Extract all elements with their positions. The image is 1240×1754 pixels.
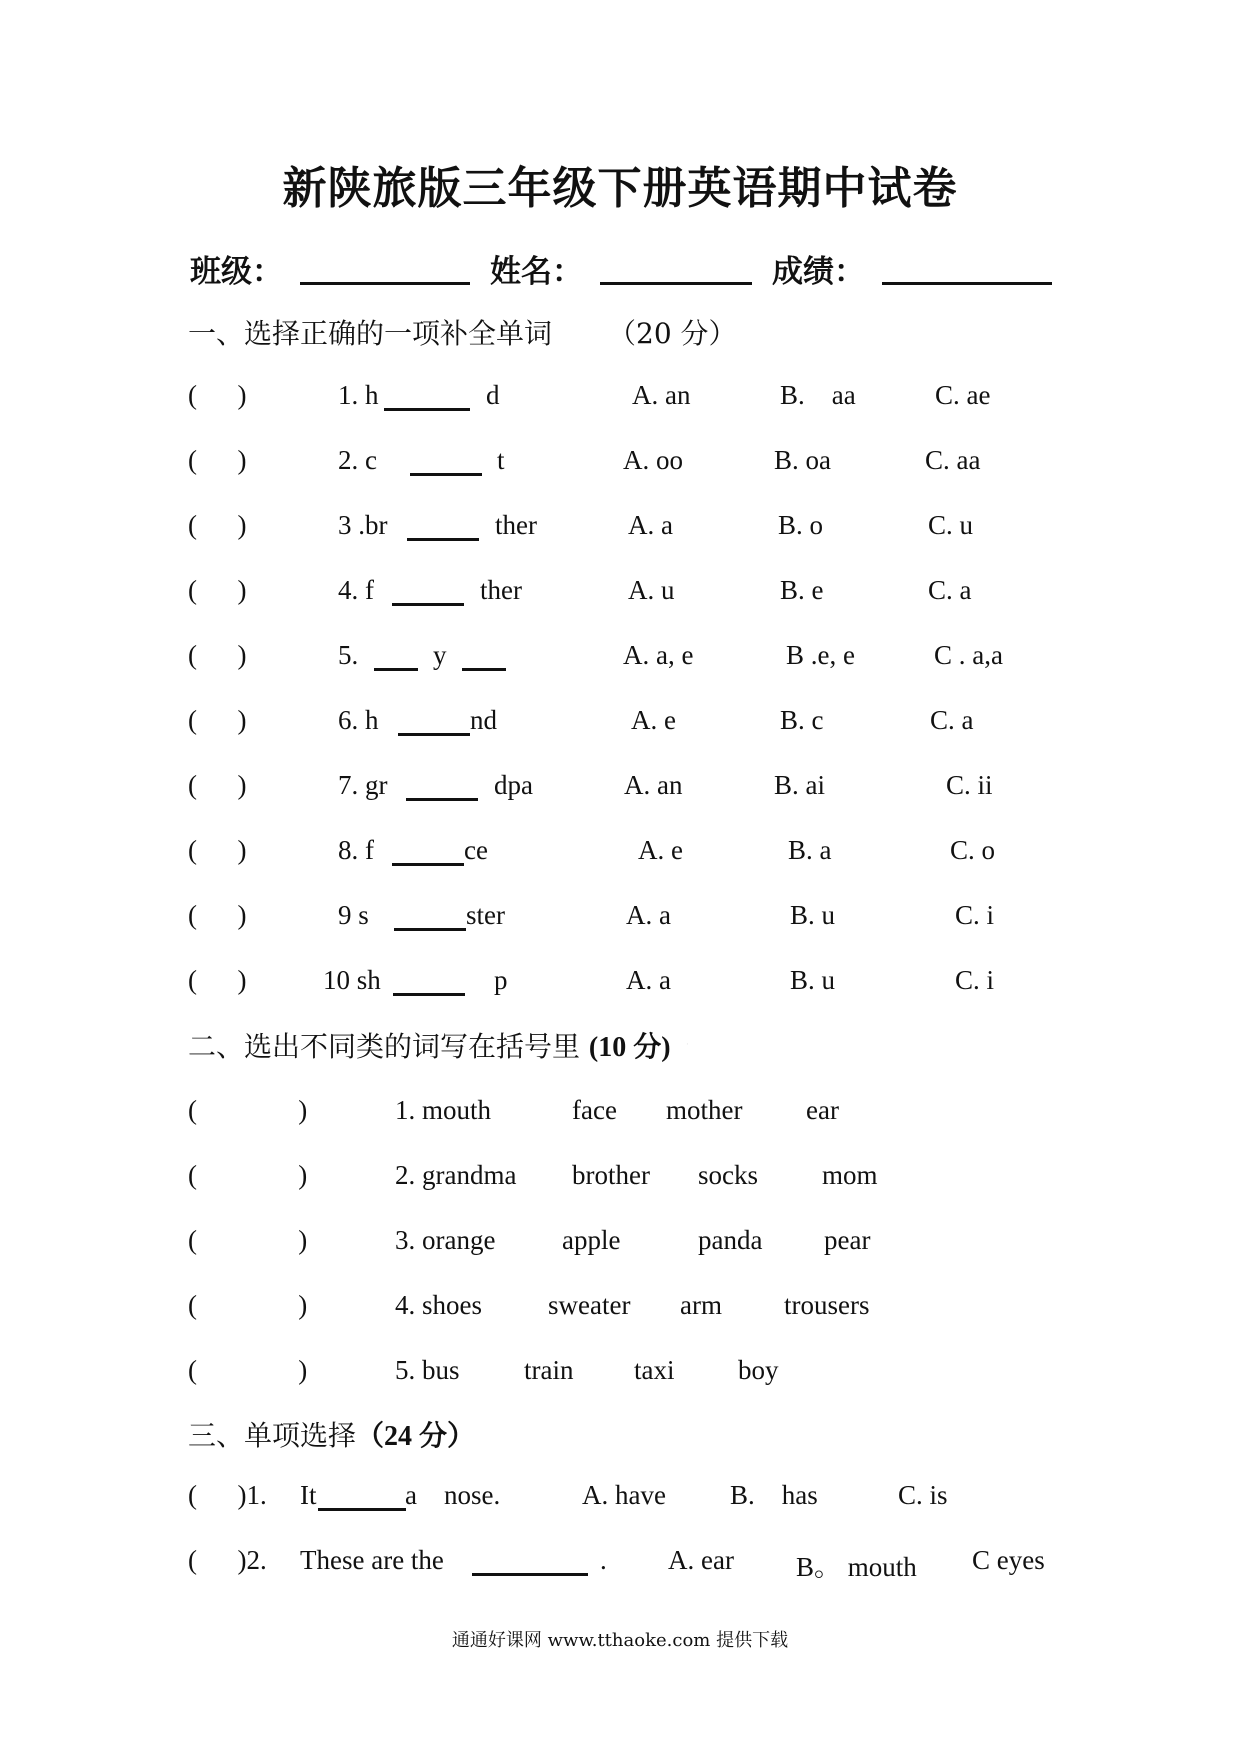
answer-blank[interactable]	[398, 711, 470, 736]
footer-text: 通通好课网 www.tthaoke.com 提供下载	[451, 1630, 789, 1651]
question-number: 7. gr	[338, 770, 388, 800]
section2-title: 二、选出不同类的词写在括号里	[188, 1030, 581, 1063]
answer-blank[interactable]	[374, 646, 418, 671]
word-part: t	[497, 445, 505, 475]
section3-points: （24 分）	[356, 1421, 476, 1452]
question-number: 10 sh	[323, 965, 381, 995]
name-blank	[600, 250, 752, 285]
score-label: 成绩：	[772, 254, 865, 290]
answer-bracket[interactable]: ( )	[188, 1290, 308, 1320]
question-number: 2. c	[338, 445, 377, 475]
option-b[interactable]: B. ai	[774, 770, 825, 800]
answer-bracket[interactable]: ( )	[188, 510, 247, 540]
word-option: pear	[824, 1225, 871, 1255]
option-c[interactable]: C. aa	[925, 445, 981, 475]
class-label: 班级：	[190, 254, 283, 290]
word-part: d	[486, 380, 500, 410]
class-blank	[300, 250, 470, 285]
option-b[interactable]: B .e, e	[786, 640, 855, 670]
option-c[interactable]: C. i	[955, 965, 995, 995]
option-b[interactable]: B. e	[780, 575, 824, 605]
name-label: 姓名：	[490, 254, 583, 290]
word-part: ster	[466, 900, 505, 930]
answer-blank[interactable]	[392, 581, 464, 606]
question-number: 6. h	[338, 705, 379, 735]
section1-points: （20 分）	[608, 317, 737, 350]
word-option: 2. grandma	[395, 1160, 517, 1190]
option-b[interactable]: B. oa	[774, 445, 831, 475]
section2-heading	[188, 1025, 671, 1065]
answer-bracket[interactable]: ( )	[188, 900, 247, 930]
answer-bracket[interactable]: ( )	[188, 835, 247, 865]
question-text: a nose.	[405, 1480, 501, 1510]
question-number: 3 .br	[338, 510, 388, 540]
option-b[interactable]: B。 mouth	[796, 1552, 917, 1582]
answer-bracket[interactable]: ( )	[188, 1095, 308, 1125]
option-a[interactable]: A. a	[626, 965, 671, 995]
option-a[interactable]: A. a	[628, 510, 673, 540]
word-option: apple	[562, 1225, 621, 1255]
answer-blank[interactable]	[472, 1551, 588, 1576]
word-option: trousers	[784, 1290, 870, 1320]
option-b[interactable]: B. o	[778, 510, 824, 540]
word-option: 3. orange	[395, 1225, 496, 1255]
option-a[interactable]: A. e	[631, 705, 676, 735]
question-number: 4. f	[338, 575, 374, 605]
word-option: sweater	[548, 1290, 631, 1320]
question-text: It	[300, 1480, 317, 1510]
word-part: y	[433, 640, 447, 670]
word-option: 1. mouth	[395, 1095, 492, 1125]
question-text: .	[600, 1545, 607, 1575]
option-c[interactable]: C. a	[930, 705, 974, 735]
faint-watermark: ·	[686, 1040, 689, 1050]
answer-bracket[interactable]: ( )	[188, 1355, 308, 1385]
score-blank	[882, 250, 1052, 285]
answer-bracket[interactable]: ( )	[188, 380, 247, 410]
option-b[interactable]: B. u	[790, 900, 836, 930]
word-option: socks	[698, 1160, 758, 1190]
answer-blank[interactable]	[393, 971, 465, 996]
word-part: ther	[480, 575, 522, 605]
page-title: 新陕旅版三年级下册英语期中试卷	[282, 163, 958, 214]
answer-bracket[interactable]: ( )	[188, 705, 247, 735]
option-a[interactable]: A. a	[626, 900, 671, 930]
answer-blank[interactable]	[406, 776, 478, 801]
option-c[interactable]: C. u	[928, 510, 974, 540]
word-option: face	[572, 1095, 617, 1125]
option-a[interactable]: A. have	[582, 1480, 666, 1510]
word-option: mother	[666, 1095, 743, 1125]
option-b[interactable]: B. has	[730, 1480, 818, 1510]
answer-blank[interactable]	[407, 516, 479, 541]
word-option: train	[524, 1355, 574, 1385]
question-text: These are the	[300, 1545, 444, 1575]
word-part: p	[494, 965, 508, 995]
answer-bracket[interactable]: ( )	[188, 1225, 308, 1255]
option-b[interactable]: B. u	[790, 965, 836, 995]
option-c[interactable]: C. i	[955, 900, 995, 930]
word-option: panda	[698, 1225, 763, 1255]
option-c[interactable]: C. ae	[935, 380, 991, 410]
question-number: 1. h	[338, 380, 379, 410]
option-a[interactable]: A. oo	[623, 445, 683, 475]
section3-title: 三、单项选择	[188, 1419, 357, 1452]
option-a[interactable]: A. ear	[668, 1545, 734, 1575]
option-c[interactable]: C. ii	[946, 770, 993, 800]
word-option: brother	[572, 1160, 650, 1190]
option-a[interactable]: A. e	[638, 835, 683, 865]
answer-bracket[interactable]: ( )	[188, 965, 247, 995]
answer-blank[interactable]	[392, 841, 464, 866]
word-option: arm	[680, 1290, 722, 1320]
word-part: ther	[495, 510, 537, 540]
answer-blank[interactable]	[318, 1486, 406, 1511]
section1-heading	[188, 312, 737, 352]
answer-bracket[interactable]: ( )	[188, 575, 247, 605]
option-a[interactable]: A. an	[624, 770, 683, 800]
word-option: 4. shoes	[395, 1290, 482, 1320]
section1-title: 一、选择正确的一项补全单词	[188, 317, 553, 350]
word-part: ce	[464, 835, 488, 865]
section2-points: (10 分)	[588, 1032, 671, 1063]
option-a[interactable]: A. u	[628, 575, 675, 605]
option-c[interactable]: C eyes	[972, 1545, 1045, 1575]
option-a[interactable]: A. an	[632, 380, 691, 410]
word-option: taxi	[634, 1355, 675, 1385]
answer-blank[interactable]	[394, 906, 466, 931]
word-part: dpa	[494, 770, 533, 800]
word-option: boy	[738, 1355, 779, 1385]
question-number: 5.	[338, 640, 359, 670]
option-c[interactable]: C. o	[950, 835, 996, 865]
option-a[interactable]: A. a, e	[623, 640, 694, 670]
answer-blank[interactable]	[384, 386, 470, 411]
answer-bracket[interactable]: ( )2.	[188, 1545, 267, 1575]
answer-bracket[interactable]: ( )	[188, 1160, 308, 1190]
option-c[interactable]: C. is	[898, 1480, 948, 1510]
answer-blank[interactable]	[462, 646, 506, 671]
answer-bracket[interactable]: ( )1.	[188, 1480, 267, 1510]
answer-bracket[interactable]: ( )	[188, 445, 247, 475]
question-number: 9 s	[338, 900, 369, 930]
option-b[interactable]: B. a	[788, 835, 832, 865]
word-option: 5. bus	[395, 1355, 460, 1385]
option-b[interactable]: B. aa	[780, 380, 856, 410]
option-c[interactable]: C. a	[928, 575, 972, 605]
option-b[interactable]: B. c	[780, 705, 824, 735]
option-c[interactable]: C . a,a	[934, 640, 1003, 670]
answer-bracket[interactable]: ( )	[188, 640, 247, 670]
word-part: nd	[470, 705, 497, 735]
answer-bracket[interactable]: ( )	[188, 770, 247, 800]
word-option: ear	[806, 1095, 839, 1125]
question-number: 8. f	[338, 835, 374, 865]
word-option: mom	[822, 1160, 878, 1190]
section3-heading	[188, 1414, 475, 1454]
answer-blank[interactable]	[410, 451, 482, 476]
